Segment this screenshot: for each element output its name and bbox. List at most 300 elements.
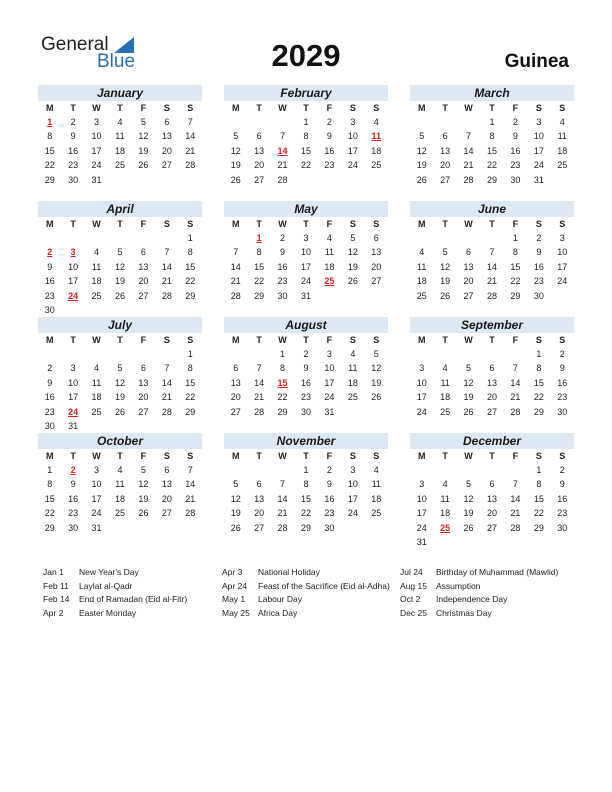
day-cell: 18 [114,493,125,504]
day-cell: 1 [47,465,53,475]
holiday-item [43,607,187,621]
day-cell: 2 [536,233,542,243]
weekday-label: W [464,103,473,113]
day-cell: 6 [489,363,495,374]
day-grid [410,217,574,303]
day-cell: 27 [254,174,265,185]
weekday-label: T [256,451,262,461]
weekday-label: S [373,451,380,461]
day-cell: 29 [254,290,265,301]
day-cell: 27 [463,290,474,301]
weekday-label: M [231,335,240,345]
day-cell: 25 [114,508,125,519]
day-cell: 16 [324,145,335,156]
day-grid [38,217,202,317]
weekday-label: T [489,103,495,113]
day-cell: 30 [533,290,544,301]
weekday-label: T [489,335,495,345]
day-cell: 22 [486,160,497,171]
day-cell: 27 [486,522,497,533]
day-cell: 7 [164,363,170,374]
day-cell: 5 [140,117,146,127]
day-grid [410,449,574,549]
weekday-label: T [256,335,262,345]
weekday-label: T [117,335,123,345]
day-cell: 24 [324,392,335,403]
day-cell: 4 [419,247,425,258]
day-cell: 7 [280,479,286,490]
day-cell: 22 [277,392,288,403]
weekday-label: W [92,451,101,461]
empty-cell [457,231,480,245]
holiday-column-2 [222,566,390,620]
holiday-item [43,580,187,594]
day-cell: 4 [373,465,379,475]
month-header: February [224,85,388,101]
day-cell: 17 [416,392,427,403]
holiday-day: 14 [277,145,288,156]
day-cell: 14 [510,493,521,504]
day-grid [224,101,388,187]
day-cell: 26 [347,276,358,287]
day-cell: 21 [185,493,196,504]
day-cell: 29 [510,290,521,301]
day-cell: 3 [536,117,542,127]
day-cell: 3 [303,233,309,243]
empty-cell [247,347,270,361]
holiday-name: Birthday of Muhammad (Mawlid) [436,567,559,577]
day-grid [224,333,388,419]
day-cell: 11 [324,247,335,258]
day-cell: 1 [512,233,518,243]
day-cell: 21 [510,392,521,403]
holiday-name: Laylat al-Qadr [79,580,133,591]
holiday-name: New Year's Day [79,567,139,577]
day-cell: 25 [114,160,125,171]
month-january [38,85,202,187]
weekday-label: S [349,451,356,461]
day-cell: 17 [557,261,568,272]
day-cell: 21 [254,392,265,403]
empty-cell [85,231,108,245]
day-cell: 31 [91,174,102,185]
day-cell: 9 [512,131,518,142]
day-cell: 16 [533,261,544,272]
empty-cell [61,347,84,361]
weekday-label: S [373,103,380,113]
weekday-label: T [442,335,448,345]
day-cell: 5 [233,479,239,490]
day-cell: 28 [161,290,172,301]
weekday-label: T [442,219,448,229]
day-cell: 22 [44,160,55,171]
day-cell: 28 [463,174,474,185]
weekday-label: W [464,219,473,229]
holiday-column-3 [400,566,558,620]
day-cell: 16 [68,145,79,156]
day-cell: 15 [300,493,311,504]
day-cell: 24 [91,508,102,519]
day-cell: 17 [533,145,544,156]
day-cell: 17 [416,508,427,519]
weekday-label: W [278,451,287,461]
day-cell: 11 [417,261,427,272]
day-cell: 9 [559,479,565,490]
day-cell: 12 [230,145,241,156]
month-june [410,201,574,303]
holiday-date: Feb 14 [43,594,70,604]
day-cell: 8 [47,131,53,142]
year-title: 2029 [271,38,341,73]
day-cell: 15 [185,377,196,388]
holiday-date: Apr 3 [222,567,243,577]
day-cell: 16 [557,493,568,504]
weekday-label: S [349,103,356,113]
empty-cell [108,347,131,361]
weekday-label: S [535,451,542,461]
day-cell: 5 [466,363,472,374]
day-cell: 19 [347,261,358,272]
month-header: August [224,317,388,333]
day-cell: 20 [486,392,497,403]
day-cell: 29 [533,406,544,417]
day-cell: 24 [91,160,102,171]
day-cell: 29 [44,174,55,185]
day-cell: 2 [512,117,518,127]
day-cell: 6 [140,247,146,258]
day-cell: 26 [416,174,427,185]
weekday-label: S [559,219,566,229]
weekday-label: S [187,219,194,229]
month-header: November [224,433,388,449]
day-cell: 20 [161,145,172,156]
day-cell: 26 [463,522,474,533]
empty-cell [433,347,456,361]
day-grid [38,333,202,433]
day-cell: 3 [559,233,565,243]
day-cell: 5 [419,131,425,142]
day-cell: 26 [230,522,241,533]
day-cell: 4 [117,117,123,127]
day-cell: 12 [230,493,241,504]
day-cell: 26 [138,160,149,171]
day-cell: 29 [185,290,196,301]
day-cell: 27 [138,290,149,301]
holiday-name: Africa Day [258,607,298,618]
day-cell: 18 [91,276,102,287]
holiday-day: 24 [68,290,79,301]
day-cell: 8 [489,131,495,142]
holiday-date: Feb 11 [43,580,69,591]
weekday-label: S [349,219,356,229]
day-cell: 12 [114,261,125,272]
weekday-label: T [303,451,309,461]
weekday-label: S [163,103,170,113]
weekday-label: S [163,219,170,229]
holiday-item [222,566,390,580]
day-cell: 24 [557,276,568,287]
month-header: May [224,201,388,217]
day-cell: 15 [185,261,196,272]
holiday-name: Labour Day [258,594,302,604]
day-cell: 14 [277,493,288,504]
day-cell: 19 [114,276,125,287]
day-cell: 10 [416,377,427,388]
holiday-item [400,566,558,580]
empty-cell [433,231,456,245]
empty-cell [457,347,480,361]
day-cell: 10 [300,247,311,258]
day-cell: 2 [559,349,565,359]
day-cell: 23 [68,160,79,171]
month-february [224,85,388,187]
day-cell: 20 [463,276,474,287]
day-cell: 24 [533,160,544,171]
day-cell: 19 [463,508,474,519]
weekday-label: F [512,451,519,461]
day-cell: 10 [347,131,358,142]
weekday-label: M [45,103,54,113]
day-cell: 28 [230,290,241,301]
day-cell: 22 [185,276,196,287]
day-cell: 15 [510,261,521,272]
holiday-day: 3 [70,247,76,258]
day-grid [410,101,574,187]
day-cell: 12 [138,479,149,490]
day-cell: 31 [91,522,102,533]
day-cell: 23 [533,276,544,287]
holiday-item [222,580,390,594]
empty-cell [247,115,270,129]
month-header: October [38,433,202,449]
day-cell: 20 [371,261,382,272]
day-cell: 14 [486,261,497,272]
day-grid [38,449,202,535]
day-cell: 24 [416,406,427,417]
day-cell: 5 [233,131,239,142]
day-cell: 5 [350,233,356,243]
day-cell: 14 [463,145,474,156]
day-cell: 17 [347,145,358,156]
day-cell: 25 [416,290,427,301]
day-cell: 15 [44,145,55,156]
day-cell: 9 [303,363,309,374]
day-cell: 9 [70,131,76,142]
day-cell: 20 [440,160,451,171]
weekday-label: T [117,103,123,113]
month-april [38,201,202,317]
holiday-date: Aug 15 [400,580,427,591]
day-cell: 8 [536,363,542,374]
day-cell: 13 [230,377,241,388]
day-cell: 6 [373,233,379,243]
day-cell: 3 [350,465,356,475]
day-cell: 24 [300,276,311,287]
day-cell: 8 [187,363,193,374]
day-cell: 4 [117,465,123,475]
day-cell: 6 [256,479,262,490]
month-header: January [38,85,202,101]
weekday-label: F [512,335,519,345]
month-march [410,85,574,187]
day-cell: 21 [161,392,172,403]
empty-cell [224,347,247,361]
weekday-label: S [559,103,566,113]
day-cell: 6 [164,465,170,475]
day-cell: 12 [347,247,358,258]
day-cell: 14 [161,377,172,388]
holiday-name: Feast of the Sacrifice (Eid al-Adha) [258,580,390,591]
day-cell: 27 [161,160,172,171]
holiday-item [43,593,187,607]
day-cell: 22 [300,508,311,519]
day-cell: 26 [463,406,474,417]
holiday-date: May 25 [222,607,250,618]
empty-cell [224,115,247,129]
day-cell: 15 [254,261,265,272]
day-cell: 21 [486,276,497,287]
day-cell: 20 [254,160,265,171]
day-cell: 9 [559,363,565,374]
country-name: Guinea [504,51,569,72]
holiday-column-1 [43,566,187,620]
day-cell: 21 [185,145,196,156]
day-cell: 7 [233,247,239,258]
holiday-day: 2 [47,247,53,258]
day-cell: 22 [300,160,311,171]
day-cell: 31 [68,420,79,431]
day-cell: 4 [94,363,100,374]
day-cell: 15 [533,493,544,504]
day-cell: 17 [91,145,102,156]
day-cell: 12 [138,131,149,142]
weekday-label: T [489,451,495,461]
weekday-label: S [349,335,356,345]
day-cell: 7 [187,465,193,475]
weekday-label: S [535,219,542,229]
weekday-label: M [231,103,240,113]
empty-cell [155,347,178,361]
day-cell: 1 [536,465,542,475]
empty-cell [38,347,61,361]
day-cell: 28 [510,522,521,533]
day-cell: 25 [440,406,451,417]
day-cell: 28 [510,406,521,417]
day-cell: 21 [277,160,288,171]
weekday-label: F [140,335,147,345]
holiday-day: 11 [371,131,381,142]
weekday-label: T [303,219,309,229]
month-header: March [410,85,574,101]
day-cell: 2 [280,233,286,243]
day-cell: 22 [533,392,544,403]
day-cell: 23 [44,290,55,301]
day-cell: 16 [44,392,55,403]
day-cell: 12 [416,145,427,156]
empty-cell [224,231,247,245]
day-cell: 10 [91,479,102,490]
day-cell: 13 [486,493,497,504]
day-cell: 10 [91,131,102,142]
empty-cell [457,463,480,477]
day-cell: 25 [371,508,382,519]
day-cell: 7 [512,479,518,490]
day-cell: 27 [161,508,172,519]
day-cell: 21 [510,508,521,519]
day-cell: 20 [486,508,497,519]
day-cell: 25 [91,406,102,417]
weekday-label: F [326,335,333,345]
day-cell: 25 [91,290,102,301]
day-cell: 9 [47,377,53,388]
day-cell: 3 [94,117,100,127]
day-cell: 16 [68,493,79,504]
day-cell: 2 [47,363,53,374]
empty-cell [155,231,178,245]
day-cell: 6 [140,363,146,374]
day-cell: 3 [94,465,100,475]
day-cell: 16 [324,493,335,504]
day-cell: 18 [440,508,451,519]
day-cell: 9 [70,479,76,490]
day-cell: 6 [466,247,472,258]
month-december [410,433,574,549]
day-cell: 19 [114,392,125,403]
weekday-label: M [417,103,426,113]
day-cell: 18 [347,377,358,388]
empty-cell [132,347,155,361]
day-cell: 28 [161,406,172,417]
day-cell: 18 [324,261,335,272]
day-cell: 2 [559,465,565,475]
day-cell: 21 [463,160,474,171]
day-cell: 13 [138,261,149,272]
day-cell: 5 [442,247,448,258]
day-cell: 8 [47,479,53,490]
holiday-day: 25 [440,522,451,533]
day-cell: 21 [277,508,288,519]
day-cell: 9 [47,261,53,272]
day-cell: 14 [185,479,196,490]
day-cell: 30 [277,290,288,301]
weekday-label: S [163,451,170,461]
day-cell: 26 [114,406,125,417]
day-cell: 7 [164,247,170,258]
day-cell: 6 [442,131,448,142]
holiday-name: Assumption [436,580,481,591]
day-cell: 30 [44,420,55,431]
day-cell: 10 [68,261,79,272]
day-cell: 10 [416,493,427,504]
day-cell: 9 [536,247,542,258]
holiday-date: Apr 2 [43,607,64,618]
day-cell: 12 [114,377,125,388]
holiday-day: 2 [70,465,76,475]
day-cell: 17 [91,493,102,504]
day-cell: 23 [300,392,311,403]
weekday-label: M [45,335,54,345]
day-cell: 30 [557,522,568,533]
holiday-item [222,593,390,607]
day-cell: 11 [115,131,125,142]
day-cell: 25 [347,392,358,403]
month-may [224,201,388,303]
day-grid [410,333,574,419]
day-cell: 1 [536,349,542,359]
day-cell: 4 [326,233,332,243]
day-cell: 15 [533,377,544,388]
day-cell: 8 [303,131,309,142]
